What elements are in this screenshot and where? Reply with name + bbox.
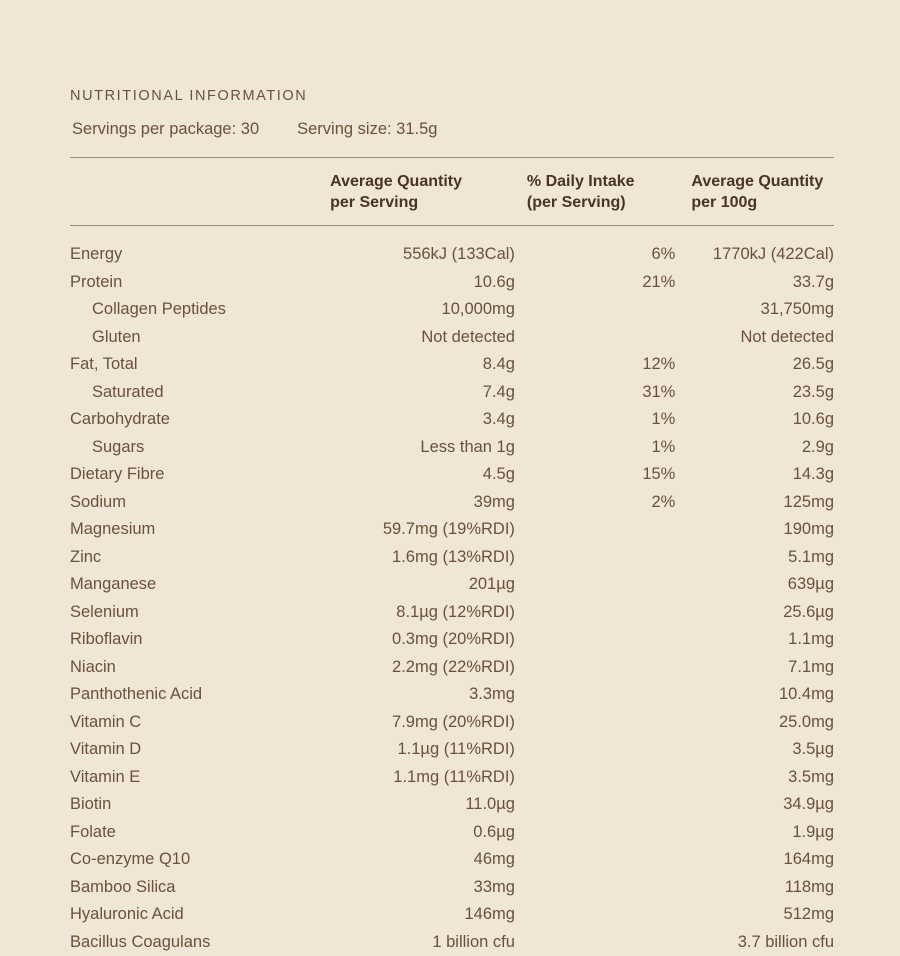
row-daily-intake-value: 2% <box>651 492 676 511</box>
column-header-daily-intake-line1: % Daily Intake <box>526 173 635 190</box>
row-per-100g-value: 10.6g <box>792 410 834 429</box>
table-row <box>70 226 834 269</box>
row-daily-intake-value <box>517 791 677 819</box>
row-per-serving-value: 201µg <box>468 575 515 594</box>
table-row <box>70 571 834 599</box>
row-per-serving-value: 0.6µg <box>473 822 515 841</box>
row-nutrient-name: Magnesium <box>70 520 156 539</box>
row-daily-intake-value <box>517 873 677 901</box>
row-per-100g-value: 1.1mg <box>788 630 834 649</box>
row-nutrient-name: Bamboo Silica <box>70 877 176 896</box>
row-per-serving-value: 146mg <box>464 905 515 924</box>
row-per-serving-value: 1 billion cfu <box>432 932 515 951</box>
row-daily-intake-value <box>517 598 677 626</box>
row-per-serving-value: 556kJ (133Cal) <box>403 245 515 264</box>
row-per-serving-value: 59.7mg (19%RDI) <box>382 520 515 539</box>
row-per-serving-value: 0.3mg (20%RDI) <box>392 630 515 649</box>
table-row <box>70 681 834 709</box>
row-per-100g-value: 639µg <box>787 575 834 594</box>
table-row <box>70 406 834 434</box>
row-nutrient-name: Vitamin C <box>70 712 142 731</box>
row-daily-intake-value <box>517 653 677 681</box>
table-row <box>70 763 834 791</box>
servings-per-package: Servings per package: 30 <box>72 120 260 138</box>
row-nutrient-name: Collagen Peptides <box>92 300 226 319</box>
table-row <box>70 543 834 571</box>
row-per-100g-value: 3.5µg <box>792 740 834 759</box>
row-per-serving-value: 2.2mg (22%RDI) <box>392 657 515 676</box>
row-per-serving-value: 7.4g <box>482 382 515 401</box>
row-daily-intake-value <box>517 626 677 654</box>
row-per-100g-value: 3.7 billion cfu <box>737 932 834 951</box>
row-nutrient-name: Hyaluronic Acid <box>70 905 184 924</box>
row-daily-intake-value <box>517 901 677 929</box>
table-row <box>70 708 834 736</box>
row-daily-intake-value: 12% <box>642 355 676 374</box>
row-nutrient-name: Panthothenic Acid <box>70 685 203 704</box>
table-row <box>70 736 834 764</box>
table-row <box>70 626 834 654</box>
row-nutrient-name: Protein <box>70 272 123 291</box>
table-row <box>70 323 834 351</box>
table-row <box>70 378 834 406</box>
row-per-100g-value: 2.9g <box>801 437 834 456</box>
row-per-serving-value: 8.4g <box>482 355 515 374</box>
row-per-100g-value: 1.9µg <box>792 822 834 841</box>
column-header-per-serving-line1: Average Quantity <box>330 173 462 190</box>
row-nutrient-name: Bacillus Coagulans <box>70 932 211 951</box>
table-row <box>70 598 834 626</box>
row-nutrient-name: Niacin <box>70 657 116 676</box>
table-header-row <box>70 158 834 226</box>
row-nutrient-name: Dietary Fibre <box>70 465 165 484</box>
row-per-100g-value: Not detected <box>740 327 834 346</box>
row-nutrient-name: Folate <box>70 822 116 841</box>
table-header <box>70 158 834 226</box>
row-nutrient-name: Fat, Total <box>70 355 138 374</box>
row-per-100g-value: 34.9µg <box>783 795 834 814</box>
row-per-serving-value: 8.1µg (12%RDI) <box>396 602 515 621</box>
column-header-per-serving <box>322 158 517 226</box>
row-per-100g-value: 512mg <box>783 905 834 924</box>
row-daily-intake-value <box>517 323 677 351</box>
row-per-100g-value: 118mg <box>784 877 834 896</box>
nutrition-panel <box>70 88 834 956</box>
table-row <box>70 296 834 324</box>
row-daily-intake-value <box>517 516 677 544</box>
table-row <box>70 351 834 379</box>
column-header-nutrient <box>70 158 322 226</box>
table-row <box>70 901 834 929</box>
row-daily-intake-value: 31% <box>642 382 676 401</box>
row-nutrient-name: Saturated <box>92 382 164 401</box>
table-row <box>70 516 834 544</box>
row-per-100g-value: 33.7g <box>792 272 834 291</box>
row-per-serving-value: 39mg <box>473 492 515 511</box>
serving-size: Serving size: 31.5g <box>297 120 438 138</box>
row-nutrient-name: Biotin <box>70 795 112 814</box>
row-nutrient-name: Co-enzyme Q10 <box>70 850 191 869</box>
table-row <box>70 433 834 461</box>
row-per-100g-value: 31,750mg <box>760 300 834 319</box>
row-daily-intake-value <box>517 571 677 599</box>
table-row <box>70 818 834 846</box>
table-row <box>70 488 834 516</box>
row-per-serving-value: 1.1µg (11%RDI) <box>397 740 515 759</box>
row-per-100g-value: 10.4mg <box>778 685 834 704</box>
row-per-100g-value: 25.0mg <box>778 712 834 731</box>
row-daily-intake-value <box>517 928 677 956</box>
row-daily-intake-value: 15% <box>642 465 676 484</box>
row-nutrient-name: Energy <box>70 245 123 264</box>
row-nutrient-name: Zinc <box>70 547 102 566</box>
row-per-serving-value: Not detected <box>421 327 515 346</box>
row-nutrient-name: Manganese <box>70 575 157 594</box>
row-nutrient-name: Vitamin D <box>70 740 142 759</box>
row-nutrient-name: Carbohydrate <box>70 410 170 429</box>
nutrition-table <box>70 157 834 956</box>
row-per-100g-value: 1770kJ (422Cal) <box>712 245 834 264</box>
row-per-serving-value: 3.3mg <box>469 685 515 704</box>
row-per-serving-value: 33mg <box>473 877 515 896</box>
row-per-100g-value: 5.1mg <box>788 547 834 566</box>
row-nutrient-name: Riboflavin <box>70 630 143 649</box>
row-daily-intake-value <box>517 736 677 764</box>
row-per-100g-value: 14.3g <box>792 465 834 484</box>
table-row <box>70 653 834 681</box>
row-daily-intake-value <box>517 296 677 324</box>
row-per-serving-value: 46mg <box>473 850 515 869</box>
table-row <box>70 461 834 489</box>
row-daily-intake-value <box>517 846 677 874</box>
row-daily-intake-value: 1% <box>651 410 676 429</box>
page-title: NUTRITIONAL INFORMATION <box>70 88 308 104</box>
row-per-100g-value: 164mg <box>783 850 834 869</box>
row-daily-intake-value: 1% <box>651 437 676 456</box>
row-daily-intake-value <box>517 681 677 709</box>
table-body <box>70 226 834 956</box>
row-per-serving-value: 1.6mg (13%RDI) <box>392 547 515 566</box>
column-header-per-serving-line2: per Serving <box>330 194 419 212</box>
row-nutrient-name: Selenium <box>70 602 139 621</box>
servings-summary <box>70 120 834 139</box>
row-per-100g-value: 25.6µg <box>783 602 834 621</box>
row-daily-intake-value <box>517 708 677 736</box>
row-per-serving-value: 7.9mg (20%RDI) <box>392 712 515 731</box>
row-nutrient-name: Sugars <box>92 437 145 456</box>
row-daily-intake-value <box>517 543 677 571</box>
row-per-100g-value: 23.5g <box>792 382 834 401</box>
row-per-serving-value: Less than 1g <box>420 437 515 456</box>
row-per-serving-value: 1.1mg (11%RDI) <box>393 767 515 786</box>
row-daily-intake-value: 21% <box>642 272 676 291</box>
row-nutrient-name: Vitamin E <box>70 767 141 786</box>
row-per-serving-value: 10,000mg <box>441 300 515 319</box>
table-row <box>70 928 834 956</box>
table-row <box>70 268 834 296</box>
row-nutrient-name: Sodium <box>70 492 126 511</box>
column-header-per-100g-line1: Average Quantity <box>691 173 824 190</box>
row-daily-intake-value <box>517 818 677 846</box>
row-per-100g-value: 3.5mg <box>788 767 834 786</box>
row-per-100g-value: 190mg <box>783 520 834 539</box>
column-header-per-100g-line2: per 100g <box>691 194 758 212</box>
column-header-daily-intake-line2: (per Serving) <box>526 194 626 212</box>
row-per-100g-value: 125mg <box>783 492 834 511</box>
column-header-per-100g <box>677 158 834 226</box>
row-per-serving-value: 4.5g <box>482 465 515 484</box>
row-daily-intake-value <box>517 763 677 791</box>
row-per-serving-value: 10.6g <box>473 272 515 291</box>
row-per-100g-value: 26.5g <box>792 355 834 374</box>
table-row <box>70 873 834 901</box>
column-header-daily-intake <box>517 158 677 226</box>
row-per-serving-value: 11.0µg <box>465 795 515 814</box>
row-daily-intake-value: 6% <box>651 245 676 264</box>
row-nutrient-name: Gluten <box>92 327 141 346</box>
row-per-100g-value: 7.1mg <box>788 657 834 676</box>
row-per-serving-value: 3.4g <box>482 410 515 429</box>
table-row <box>70 791 834 819</box>
table-row <box>70 846 834 874</box>
